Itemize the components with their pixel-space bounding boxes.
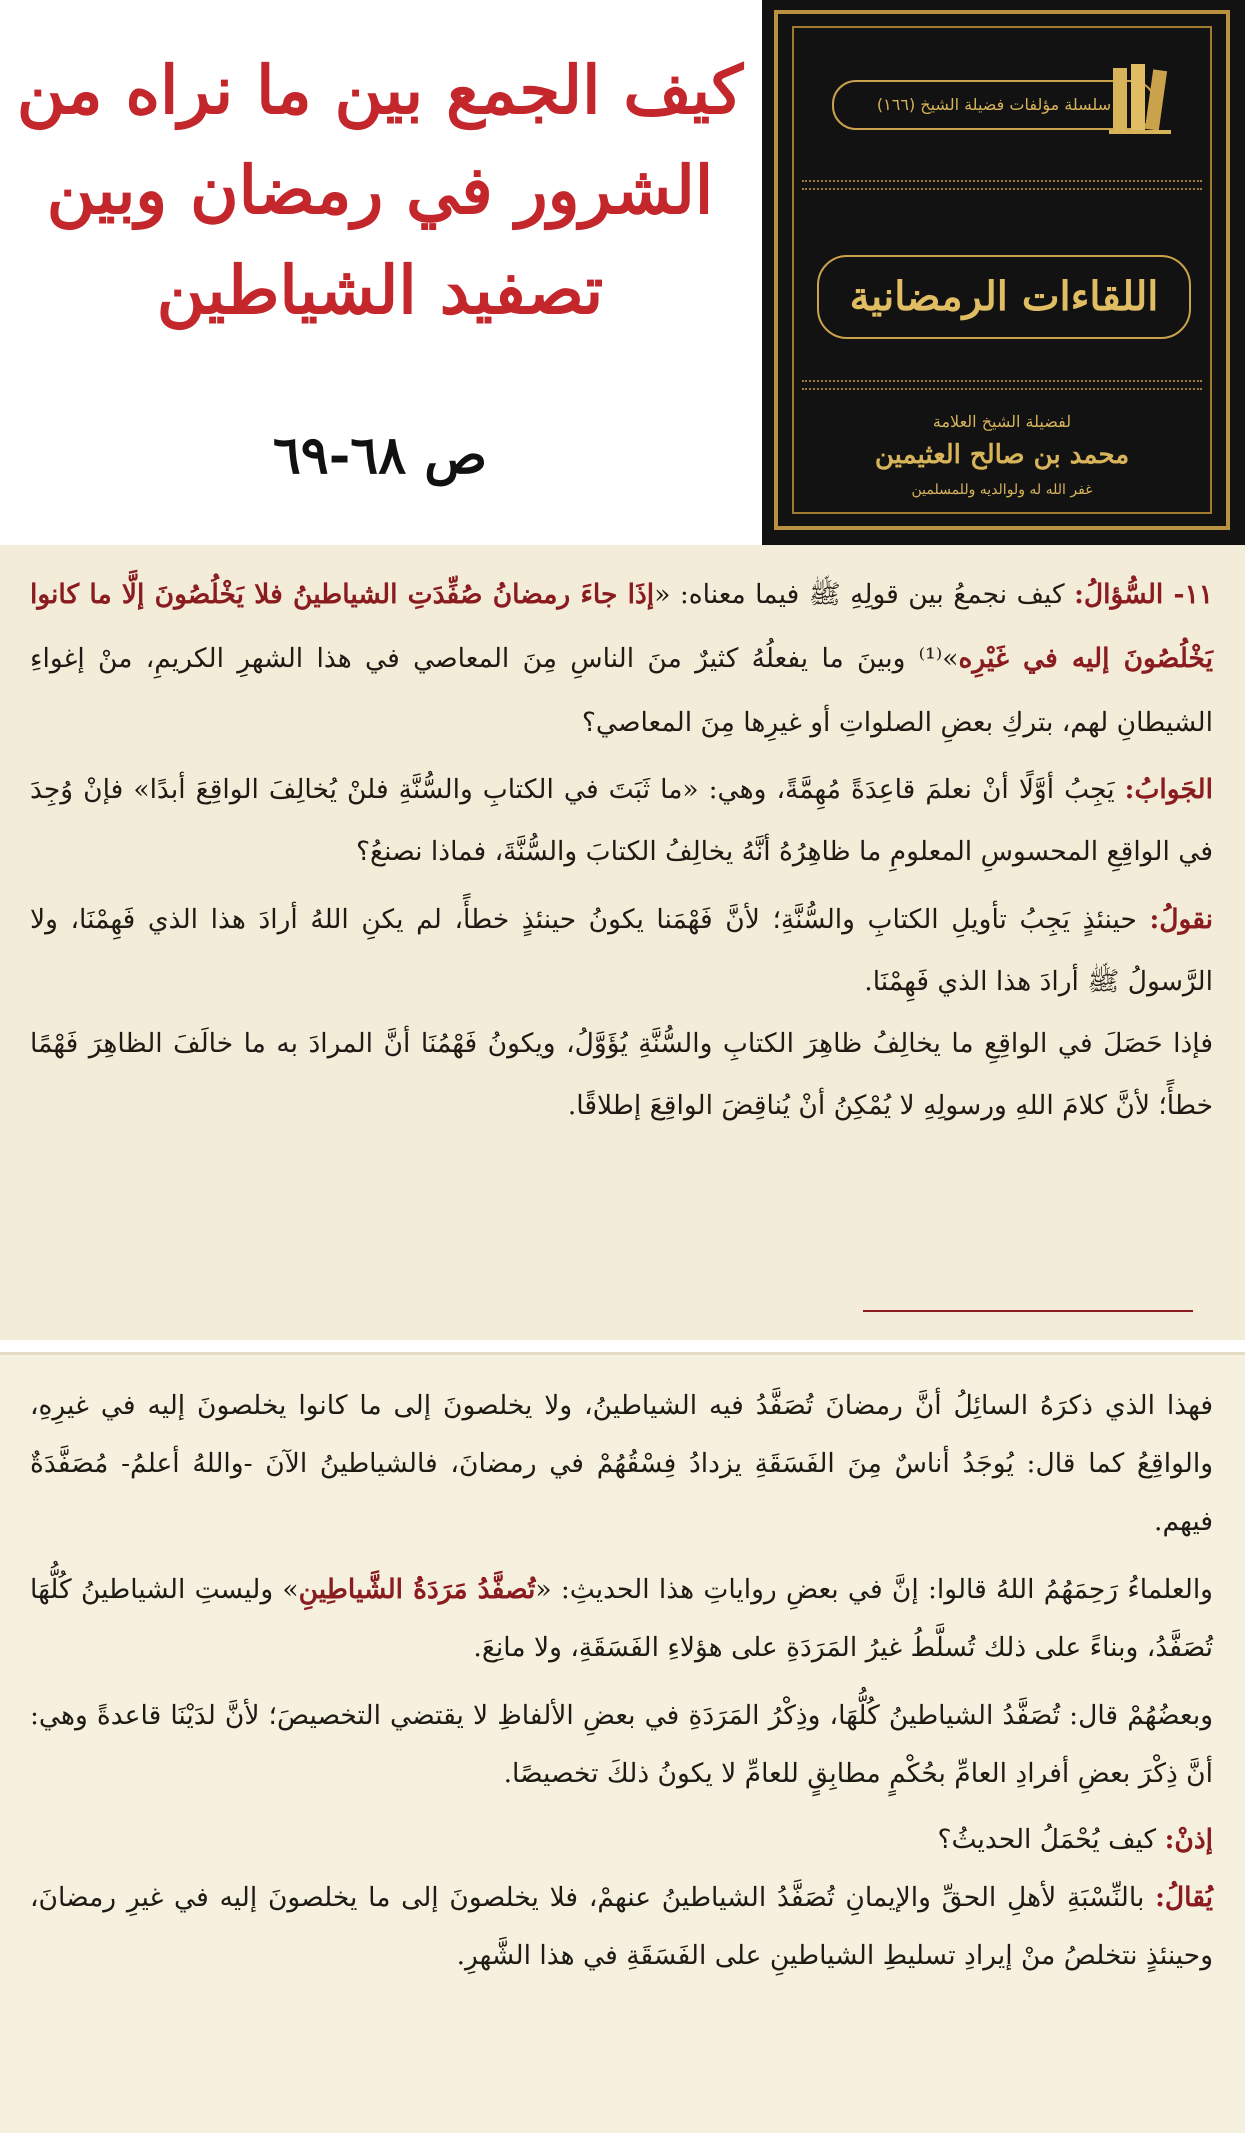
naqul-label: نقولُ:: [1149, 904, 1213, 935]
book-page-2: [0, 1352, 1245, 2133]
question-text-2: »⁽¹⁾ وبينَ ما يفعلُهُ كثيرٌ منَ الناسِ مِنَ المعاصي في هذا الشهرِ الكريمِ، منْ إغواءِ الشيطانِ لهم، بتركِ بعضِ الصلواتِ أو غيرِها مِنَ المعاصي؟: [30, 643, 1213, 738]
author-dua: غفر الله له ولوالديه وللمسلمين: [911, 482, 1093, 498]
ulama-text-1: والعلماءُ رَحِمَهُمُ اللهُ قالوا: إنَّ في بعضِ رواياتِ هذا الحديثِ: «: [535, 1574, 1213, 1605]
page-title: [0, 40, 760, 340]
page2-paragraph-2: [30, 1561, 1213, 1677]
books-icon: [1107, 58, 1177, 138]
question-text-1: كيف نجمعُ بين قولِهِ ﷺ فيما معناه: «: [654, 579, 1075, 610]
answer-text: يَجِبُ أوَّلًا أنْ نعلمَ قاعِدَةً مُهِمَّةً، وهي: «ما ثَبَتَ في الكتابِ والسُّنَّةِ فلنْ يُخالِفَ الواقِعَ أبدًا» فإنْ وُجِدَ في الواقِعِ المحسوسِ المعلومِ ما ظاهِرُهُ أنَّهُ يخالِفُ الكتابَ والسُّنَّةَ، فماذا نصنعُ؟: [30, 774, 1213, 867]
question-paragraph: [30, 545, 1213, 755]
page2-paragraph-3: وبعضُهُمْ قال: تُصَفَّدُ الشياطينُ كُلُّهَا، وذِكْرُ المَرَدَةِ في بعضِ الألفاظِ لا يقتضي التخصيصَ؛ لأنَّ لدَيْنَا قاعدةً وهي: أنَّ ذِكْرَ بعضِ أفرادِ العامِّ بحُكْمٍ مطابِقٍ للعامِّ لا يكونُ ذلكَ تخصيصًا.: [30, 1700, 1213, 1789]
author-name: محمد بن صالح العثيمين: [874, 440, 1130, 470]
answer-paragraph: [30, 759, 1213, 883]
title-line-1: كيف الجمع بين ما نراه من: [16, 51, 744, 129]
cover-ornament-top: [802, 180, 1202, 190]
book-title: اللقاءات الرمضانية: [817, 255, 1191, 339]
idhan-text: كيف يُحْمَلُ الحديثُ؟: [937, 1824, 1165, 1855]
title-line-2: الشرور في رمضان وبين: [46, 151, 714, 229]
ulama-text-2: » وليستِ الشياطينُ كُلُّهَا تُصَفَّدُ، وبناءً على ذلك تُسلَّطُ غيرُ المَرَدَةِ على هؤلاءِ الفَسَقَةِ، ولا مانِعَ.: [30, 1574, 1213, 1663]
header-banner: [0, 0, 1245, 545]
author-prefix: لفضيلة الشيخ العلامة: [932, 412, 1072, 431]
yuqal-label: يُقالُ:: [1155, 1882, 1213, 1913]
conclusion-paragraph: فإذا حَصَلَ في الواقِعِ ما يخالِفُ ظاهِرَ الكتابِ والسُّنَّةِ يُؤَوَّلُ، ويكونُ فَهْمُنَا أنَّ المرادَ به ما خالَفَ الظاهِرَ فَهْمًا خطأً؛ لأنَّ كلامَ اللهِ ورسولِهِ لا يُمْكِنُ أنْ يُناقِضَ الواقِعَ إطلاقًا.: [30, 1028, 1213, 1121]
series-badge: سلسلة مؤلفات فضيلة الشيخ (١٦٦): [832, 80, 1156, 130]
title-line-3: تصفيد الشياطين: [156, 251, 604, 329]
answer-label: الجَوابُ:: [1124, 774, 1213, 805]
page2-paragraph-1: فهذا الذي ذكرَهُ السائِلُ أنَّ رمضانَ تُصَفَّدُ فيه الشياطينُ، ولا يخلصونَ إلى ما كانوا يخلصونَ إليه في غيرِهِ، والواقِعُ كما قال: يُوجَدُ أناسٌ مِنَ الفَسَقَةِ يزدادُ فِسْقُهُمْ في رمضانَ، فالشياطينُ الآنَ -واللهُ أعلمُ- مُصَفَّدَةٌ فيهم.: [30, 1390, 1213, 1537]
naqul-text: حينئذٍ يَجِبُ تأويلِ الكتابِ والسُّنَّةِ؛ لأنَّ فَهْمَنا يكونُ حينئذٍ خطأً، لم يكنِ اللهُ أرادَ هذا الذي فَهِمْنَا، ولا الرَّسولُ ﷺ أرادَ هذا الذي فَهِمْنَا.: [30, 904, 1213, 997]
yuqal-text: بالنِّسْبَةِ لأهلِ الحقِّ والإيمانِ تُصَفَّدُ الشياطينُ عنهمْ، فلا يخلصونَ إلى ما يخلصونَ إليه في غيرِ رمضانَ، وحينئذٍ نتخلصُ منْ إيرادِ تسليطِ الشياطينِ على الفَسَقَةِ في هذا الشَّهرِ.: [30, 1882, 1213, 1971]
book-page-1: [0, 545, 1245, 1340]
book-cover-image: [762, 0, 1245, 545]
cover-ornament-bottom: [802, 380, 1202, 390]
idhan-label: إذنْ:: [1164, 1824, 1213, 1855]
maradah-quote: تُصفَّدُ مَرَدَةُ الشَّياطِينِ: [298, 1574, 536, 1605]
page-reference: ص ٦٨-٦٩: [272, 425, 488, 486]
section-divider: [863, 1310, 1193, 1312]
naqul-paragraph: [30, 889, 1213, 1013]
question-label: ١١- السُّؤالُ:: [1074, 579, 1214, 610]
page2-answer: [30, 1869, 1213, 1985]
page2-question: [30, 1811, 1213, 1869]
hadith-quote: إذَا جاءَ رمضانُ صُفِّدَتِ الشياطينُ فلا يَخْلُصُونَ إلَّا ما كانوا يَخْلُصُونَ إليه في غَيْرِه: [30, 579, 1213, 674]
